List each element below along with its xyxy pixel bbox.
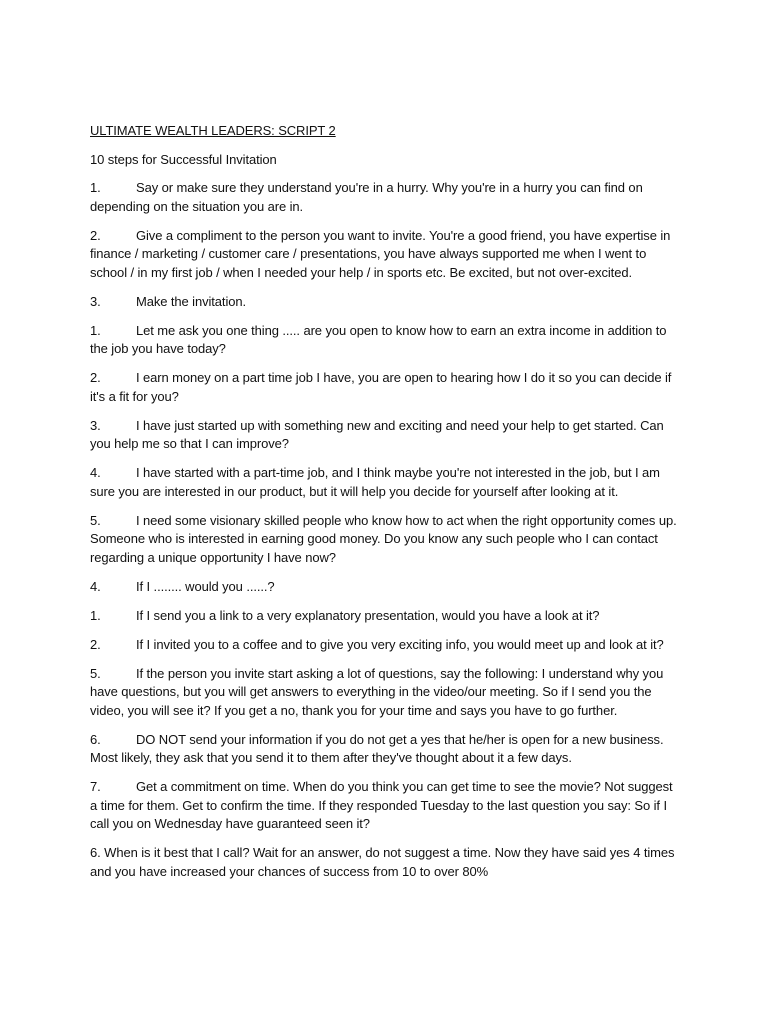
step-number: 5. — [90, 512, 101, 528]
step-text: I need some visionary skilled people who know how to act when the right opportunity comes up. Someone who is interested in earning good money. Do you know any such people who I can contact regarding a unique opportunity I have now? — [90, 512, 677, 565]
if-option-2 — [90, 636, 678, 655]
step-text: If the person you invite start asking a lot of questions, say the following: I understand why you have questions, but you will get answers to everything in the video/our meeting. So if I send you the video, you will see it? If you get a no, thank you for your time and says you have to go further. — [90, 665, 664, 718]
invitation-option-1 — [90, 322, 678, 359]
step-number: 7. — [90, 779, 101, 794]
closing-paragraph — [90, 844, 678, 881]
step-number: 3. — [90, 417, 101, 433]
step-text: I have started with a part-time job, and I think maybe you're not interested in the job, but I am sure you are interested in our product, but it will help you decide for yourself after looking at it. — [90, 465, 660, 499]
step-number: 2. — [90, 636, 101, 652]
invitation-option-4 — [90, 464, 678, 501]
step-text: DO NOT send your information if you do not get a yes that he/her is open for a new business. Most likely, they ask that you send it to them after they've thought about it a few days. — [90, 731, 664, 765]
document-subtitle: 10 steps for Successful Invitation — [90, 151, 277, 167]
step-text: Say or make sure they understand you're in a hurry. Why you're in a hurry you can find on depending on the situation you are in. — [90, 180, 643, 214]
step-1 — [90, 179, 678, 216]
document-title: ULTIMATE WEALTH LEADERS: SCRIPT 2 — [90, 123, 336, 138]
step-number: 5. — [90, 665, 101, 681]
step-number: 1. — [90, 322, 101, 338]
step-number: 1. — [90, 180, 101, 195]
step-7 — [90, 778, 678, 834]
step-text: I earn money on a part time job I have, you are open to hearing how I do it so you can decide if it's a fit for you? — [90, 370, 672, 404]
step-number: 1. — [90, 607, 101, 623]
step-number: 4. — [90, 578, 101, 594]
step-2 — [90, 227, 678, 283]
step-text: Make the invitation. — [136, 293, 247, 309]
document-page — [90, 122, 678, 892]
invitation-option-3 — [90, 417, 678, 454]
step-3 — [90, 293, 678, 312]
step-text: Give a compliment to the person you want to invite. You're a good friend, you have expertise in finance / marketing / customer care / presentations, you have always supported me when I went to school / in my first job / when I needed your help / in sports etc. Be excited, but not over-excited. — [90, 227, 671, 280]
step-text: If I ........ would you ......? — [136, 578, 275, 594]
step-text: 6. When is it best that I call? Wait for an answer, do not suggest a time. Now they have said yes 4 times and you have increased your chances of success from 10 to over 80% — [90, 845, 675, 879]
invitation-option-2 — [90, 369, 678, 406]
step-number: 3. — [90, 293, 101, 309]
step-text: Let me ask you one thing ..... are you open to know how to earn an extra income in addition to the job you have today? — [90, 322, 667, 356]
step-number: 4. — [90, 465, 101, 480]
step-number: 2. — [90, 227, 101, 243]
step-text: I have just started up with something new and exciting and need your help to get started. Can you help me so that I can improve? — [90, 417, 664, 451]
step-text: If I invited you to a coffee and to give you very exciting info, you would meet up and look at it? — [136, 636, 664, 652]
step-5 — [90, 665, 678, 721]
step-text: If I send you a link to a very explanatory presentation, would you have a look at it? — [136, 607, 600, 623]
step-4 — [90, 578, 678, 597]
step-number: 6. — [90, 731, 101, 747]
step-text: Get a commitment on time. When do you think you can get time to see the movie? Not suggest a time for them. Get to confirm the time. If they responded Tuesday to the last question you say: So if I call you on Wednesday have guaranteed seen it? — [90, 779, 673, 831]
step-6 — [90, 731, 678, 768]
step-number: 2. — [90, 370, 101, 385]
invitation-option-5 — [90, 512, 678, 568]
if-option-1 — [90, 607, 678, 626]
